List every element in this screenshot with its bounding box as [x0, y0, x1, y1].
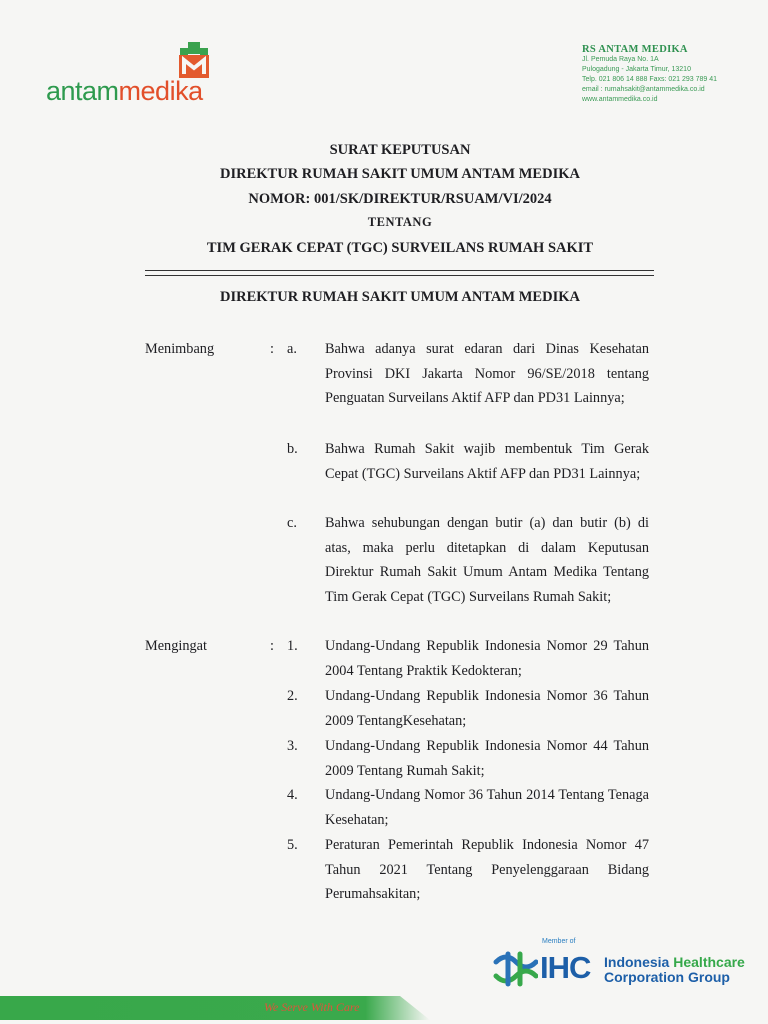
address-line-1: Jl. Pemuda Raya No. 1A	[582, 56, 659, 63]
mengingat-colon: :	[270, 638, 274, 654]
mengingat-label: Mengingat	[145, 638, 207, 654]
logo-word-medika: medika	[118, 76, 203, 106]
ihc-abbreviation: IHC	[540, 950, 591, 985]
mengingat-marker: 2.	[287, 688, 298, 704]
title-direktur: DIREKTUR RUMAH SAKIT UMUM ANTAM MEDIKA	[220, 166, 580, 182]
menimbang-marker: c.	[287, 515, 297, 531]
mengingat-item: Undang-Undang Republik Indonesia Nomor 44 Tahun 2009 Tentang Rumah Sakit;	[325, 738, 649, 779]
mengingat-item: Peraturan Pemerintah Republik Indonesia Nomor 47 Tahun 2021 Tentang Penyelenggaraan Bidang Perumahsakitan;	[325, 837, 649, 902]
menimbang-colon: :	[270, 341, 274, 357]
title-surat-keputusan: SURAT KEPUTUSAN	[329, 142, 471, 158]
ihc-word-indonesia: Indonesia	[604, 954, 670, 970]
mengingat-item: Undang-Undang Republik Indonesia Nomor 36 Tahun 2009 TentangKesehatan;	[325, 688, 649, 729]
menimbang-item: Bahwa Rumah Sakit wajib membentuk Tim Gerak Cepat (TGC) Surveilans Aktif AFP dan PD31 Lainnya;	[325, 441, 649, 482]
menimbang-marker: b.	[287, 441, 298, 457]
ihc-full-name	[604, 955, 745, 985]
title-issuer: DIREKTUR RUMAH SAKIT UMUM ANTAM MEDIKA	[220, 289, 580, 305]
mengingat-marker: 4.	[287, 787, 298, 803]
menimbang-label: Menimbang	[145, 341, 215, 357]
hospital-name: RS ANTAM MEDIKA	[582, 44, 688, 55]
mengingat-item: Undang-Undang Republik Indonesia Nomor 29 Tahun 2004 Tentang Praktik Kedokteran;	[325, 638, 649, 679]
title-nomor: NOMOR: 001/SK/DIREKTUR/RSUAM/VI/2024	[248, 191, 552, 207]
mengingat-marker: 5.	[287, 837, 298, 853]
mengingat-item: Undang-Undang Nomor 36 Tahun 2014 Tentang Tenaga Kesehatan;	[325, 787, 649, 828]
mengingat-marker: 3.	[287, 738, 298, 754]
antam-medika-logo-icon	[176, 40, 212, 80]
menimbang-item: Bahwa adanya surat edaran dari Dinas Kesehatan Provinsi DKI Jakarta Nomor 96/SE/2018 tentang Penguatan Surveilans Aktif AFP dan PD31 Lainnya;	[325, 341, 649, 406]
address-line-2: Pulogadung - Jakarta Timur, 13210	[582, 66, 691, 73]
menimbang-marker: a.	[287, 341, 297, 357]
email: email : rumahsakit@antammedika.co.id	[582, 86, 705, 93]
mengingat-marker: 1.	[287, 638, 298, 654]
phone-fax: Telp. 021 806 14 888 Faxs: 021 293 789 41	[582, 76, 718, 83]
ihc-word-healthcare: Healthcare	[673, 954, 745, 970]
hospital-contact-block	[582, 44, 717, 105]
logo-word-antam: antam	[46, 76, 119, 106]
footer-green-bar	[0, 996, 430, 1020]
footer-slogan: We Serve With Care	[264, 1000, 360, 1014]
ihc-logo-icon	[490, 948, 538, 990]
menimbang-item: Bahwa sehubungan dengan butir (a) dan butir (b) di atas, maka perlu ditetapkan di dalam Keputusan Direktur Rumah Sakit Umum Antam Medika Tentang Tim Gerak Cepat (TGC) Surveilans Rumah Sakit;	[325, 515, 649, 605]
title-tentang: TENTANG	[367, 215, 433, 229]
ihc-corporation-group: Corporation Group	[604, 969, 730, 985]
double-divider	[145, 270, 654, 276]
title-subject: TIM GERAK CEPAT (TGC) SURVEILANS RUMAH SAKIT	[206, 240, 594, 256]
website: www.antammedika.co.id	[582, 96, 658, 103]
brand-logo-text	[46, 76, 203, 107]
member-of-label: Member of	[542, 938, 576, 945]
